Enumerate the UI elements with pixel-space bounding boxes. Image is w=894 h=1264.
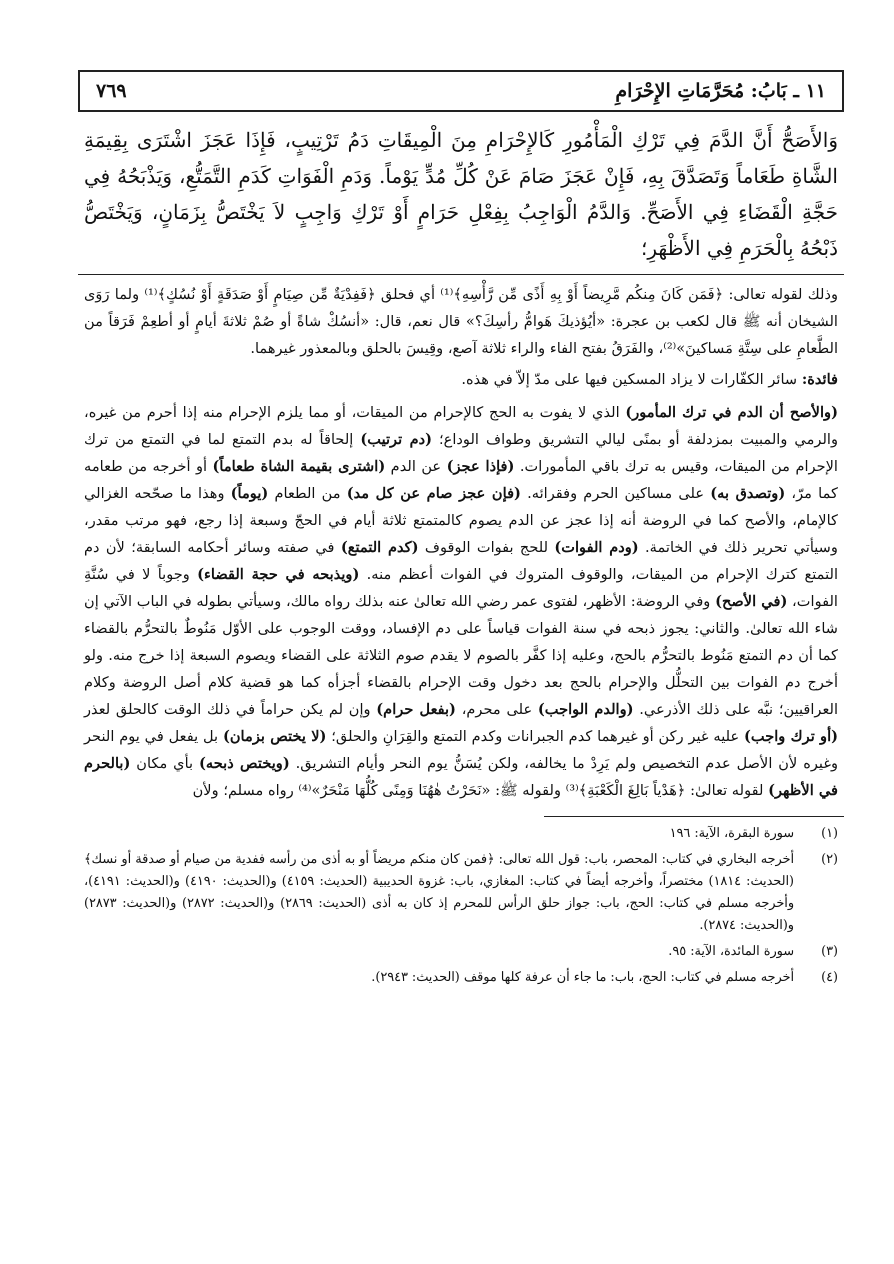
- commentary-text: وجوباً لا في سُنَّةِ الفوات،: [84, 566, 838, 610]
- quoted-matn: (والأصح أن الدم في ترك المأمور): [625, 404, 838, 421]
- quoted-matn: (لا يختص بزمان): [222, 728, 327, 745]
- commentary-paragraph: وذلك لقوله تعالى: ﴿فَمَن كَانَ مِنكُم مَّرِيضاً أَوْ بِهِ أَذًى مِّن رَّأْسِهِ﴾⁽¹⁾ أي فحلق ﴿فَفِدْيَةٌ مِّن صِيَامٍ أَوْ صَدَقَةٍ أَوْ نُسُكٍ﴾⁽¹⁾ ولما رَوَى الشيخان أنه ﷺ قال لكعب بن عجرة: «أيُؤذيكَ هَوامُّ رأسِكَ؟» قال نعم، قال: «أنسُكْ شاةً أو صُمْ ثلاثةَ أيامٍ أو أطعِمْ فَرَقاً من الطَّعامِ على سِتَّةِ مَساكينَ»⁽²⁾، والفَرَقُ بفتح الفاء والراء ثلاثة آصع، وقِيسَ بالحلق وبالمعذور غيرهما.: [84, 286, 838, 357]
- commentary-text: بأي مكان: [130, 755, 199, 772]
- footnotes: [78, 823, 844, 989]
- commentary-text: على مساكين الحرم وفقرائه.: [520, 485, 711, 502]
- quoted-matn: (في الأصح): [715, 593, 788, 610]
- commentary-text: في صفته وسائر أحكامه السابقة؛ لأن دم التمتع كترك الإحرام من الميقات، والوقوف المتروك في الفوات أعظم منه.: [84, 539, 839, 583]
- quoted-matn: (يوماً): [230, 485, 269, 502]
- footnote-text: أخرجه مسلم في كتاب: الحج، باب: ما جاء أن عرفة كلها موقف (الحديث: ٢٩٤٣).: [371, 970, 794, 985]
- commentary-paragraph: [84, 399, 838, 804]
- quoted-matn: (وتصدق به): [710, 485, 786, 502]
- main-text: وَالأَصَحُّ أَنَّ الدَّمَ فِي تَرْكِ الْمَأْمُورِ كَالإِحْرَامِ مِنَ الْمِيقَاتِ دَمُ تَرْتِيبٍ، فَإِذَا عَجَزَ اشْتَرَى بِقِيمَةِ الشَّاةِ طَعَاماً وَتَصَدَّقَ بِهِ، فَإِنْ عَجَزَ صَامَ عَنْ كُلِّ مُدٍّ يَوْماً. وَدَمِ الْفَوَاتِ كَدَمِ التَّمَتُّعِ، وَيَذْبَحُهُ فِي حَجَّةِ الْقَضَاءِ فِي الأَصَحِّ. وَالدَّمُ الْوَاجِبُ بِفِعْلِ حَرَامٍ أَوْ تَرْكِ وَاجِبٍ لاَ يَخْتَصُّ بِزَمَانٍ، وَيَخْتَصُّ ذَبْحُهُ بِالْحَرَمِ فِي الأَظْهَرِ؛: [84, 128, 838, 260]
- commentary-text: بل يفعل في يوم النحر وغيره لأن الأصل عدم التخصيص ولم يَرِدْ ما يخالفه، ولكن يُسَنُّ يوم النحر وأيام التشريق.: [84, 728, 838, 772]
- quoted-matn: (أو ترك واجب): [743, 728, 839, 745]
- commentary-text: على محرم،: [455, 701, 538, 718]
- commentary-text: الذي لا يفوت به الحج كالإحرام من الميقات، أو مما يلزم الإحرام منه إذا أحرم من غيره، والرمي والمبيت بمزدلفة أو بمنًى ليالي التشريق وطواف الوداع؛: [84, 404, 838, 448]
- commentary-text: أو أخرجه من طعامه كما مرّ،: [84, 458, 838, 502]
- footnote-text: سورة المائدة، الآية: ٩٥.: [668, 944, 794, 959]
- book-page: [78, 70, 844, 993]
- footnote: [84, 941, 838, 963]
- quoted-matn: (اشترى بقيمة الشاة طعاماً): [212, 458, 386, 475]
- commentary-text: لقوله تعالىٰ: ﴿هَدْياً بَالِغَ الْكَعْبَةِ﴾⁽³⁾ ولقوله ﷺ: «نَحَرْتُ هٰهُنَا وَمِنًى كُلُّهَا مَنْحَرٌ»⁽⁴⁾ رواه مسلم؛ ولأن: [192, 782, 769, 799]
- footnote-number: (٢): [821, 852, 838, 867]
- footnote-number: (١): [821, 826, 838, 841]
- quoted-matn: (والدم الواجب): [537, 701, 634, 718]
- commentary: [78, 281, 844, 804]
- footnote: [84, 967, 838, 989]
- faida-text: سائر الكفّارات لا يزاد المسكين فيها على مدّ إلاّ في هذه.: [461, 371, 802, 388]
- quoted-matn: (بفعل حرام): [376, 701, 456, 718]
- commentary-text: إلحاقاً له بدم التمتع لما في التمتع من ترك الإحرام من الميقات، وقيس به ترك باقي المأمورات.: [84, 431, 838, 475]
- text-divider: [78, 274, 844, 275]
- quoted-matn: (ودم الفوات): [554, 539, 639, 556]
- faida-label: فائدة:: [801, 371, 838, 388]
- commentary-text: عليه غير ركن أو غيرهما كدم الجبرانات وكدم التمتع والقِرَانِ والحلق؛: [326, 728, 744, 745]
- quoted-matn: (ويذبحه في حجة القضاء): [197, 566, 360, 583]
- quoted-matn: (فإن عجز صام عن كل مد): [346, 485, 521, 502]
- footnote-number: (٣): [821, 944, 838, 959]
- commentary-text: من الطعام: [268, 485, 347, 502]
- footnote: [84, 823, 838, 845]
- commentary-text: عن الدم: [385, 458, 447, 475]
- quoted-matn: (دم ترتيب): [360, 431, 433, 448]
- footnote-text: سورة البقرة، الآية: ١٩٦: [669, 826, 794, 841]
- footnote-number: (٤): [821, 970, 838, 985]
- quoted-matn: (كدم التمتع): [340, 539, 419, 556]
- page-number: ٧٦٩: [96, 80, 127, 102]
- quoted-matn: (فإذا عجز): [446, 458, 515, 475]
- quoted-matn: (بالحرم في الأظهر): [84, 755, 838, 799]
- header-rule: [78, 110, 844, 112]
- footnote: [84, 849, 838, 937]
- commentary-text: وإن لم يكن حراماً في ذلك الوقت كالحلق لعذر: [84, 701, 377, 718]
- quoted-matn: (ويختص ذبحه): [199, 755, 290, 772]
- commentary-text: وهذا ما صحّحه الغزالي كالإمام، والأصح كما في الروضة أنه إذا عجز عن الدم يصوم كالمتمتع ثلاثة أيام في الحجّ وسبعة إذا رجع، فهو مرتب مقدر، وسيأتي تحرير ذلك في الخاتمة.: [84, 485, 838, 556]
- footnote-rule: [544, 816, 844, 817]
- commentary-text: للحج بفوات الوقوف: [418, 539, 555, 556]
- faida-paragraph: [84, 366, 838, 393]
- commentary-text: وفي الروضة: الأظهر، لفتوى عمر رضي الله تعالىٰ عنه بذلك رواه مالك، وسيأتي بطوله في الباب الآتي إن شاء الله تعالىٰ. والثاني: يجوز ذبحه في سنة الفوات قياساً على دم الإفساد، ووقت الوجوب على الأوّل مَنُوطٌ بالتحرُّم بالقضاء كما أن دم التمتع مَنُوط بالتحرُّم بالحج، وعليه إذا كفَّر بالصوم لا يقدم صوم الثلاثة على القضاء ويصوم السبعة إذا خرج منه. ولو أخرج دم الفوات بين التحلُّل والإحرام بالحج بعد دخول وقت الإحرام بالقضاء أجزأه كما هو قضية كلام أصل الروضة وكلام العراقيين؛ نبَّه على ذلك الأذرعي.: [84, 593, 839, 718]
- chapter-title: ١١ ـ بَابُ: مُحَرَّمَاتِ الإِحْرَامِ: [615, 80, 826, 102]
- footnote-text: أخرجه البخاري في كتاب: المحصر، باب: قول الله تعالى: ﴿فمن كان منكم مريضاً أو به أذى من رأسه ففدية من صيام أو صدقة أو نسك﴾ (الحديث: ١٨١٤) مختصراً، وأخرجه أيضاً في كتاب: المغازي، باب: غزوة الحديبية (الحديث: ٤١٥٩) و(الحديث: ٤١٩٠) و(الحديث: ٤١٩١)، وأخرجه مسلم في كتاب: الحج، باب: جواز حلق الرأس للمحرم إذ كان به أذى (الحديث: ٢٨٦٩) و(الحديث: ٢٨٧٢) و(الحديث: ٢٨٧٣) و(الحديث: ٢٨٧٤).: [84, 852, 795, 933]
- page-header: [78, 70, 844, 110]
